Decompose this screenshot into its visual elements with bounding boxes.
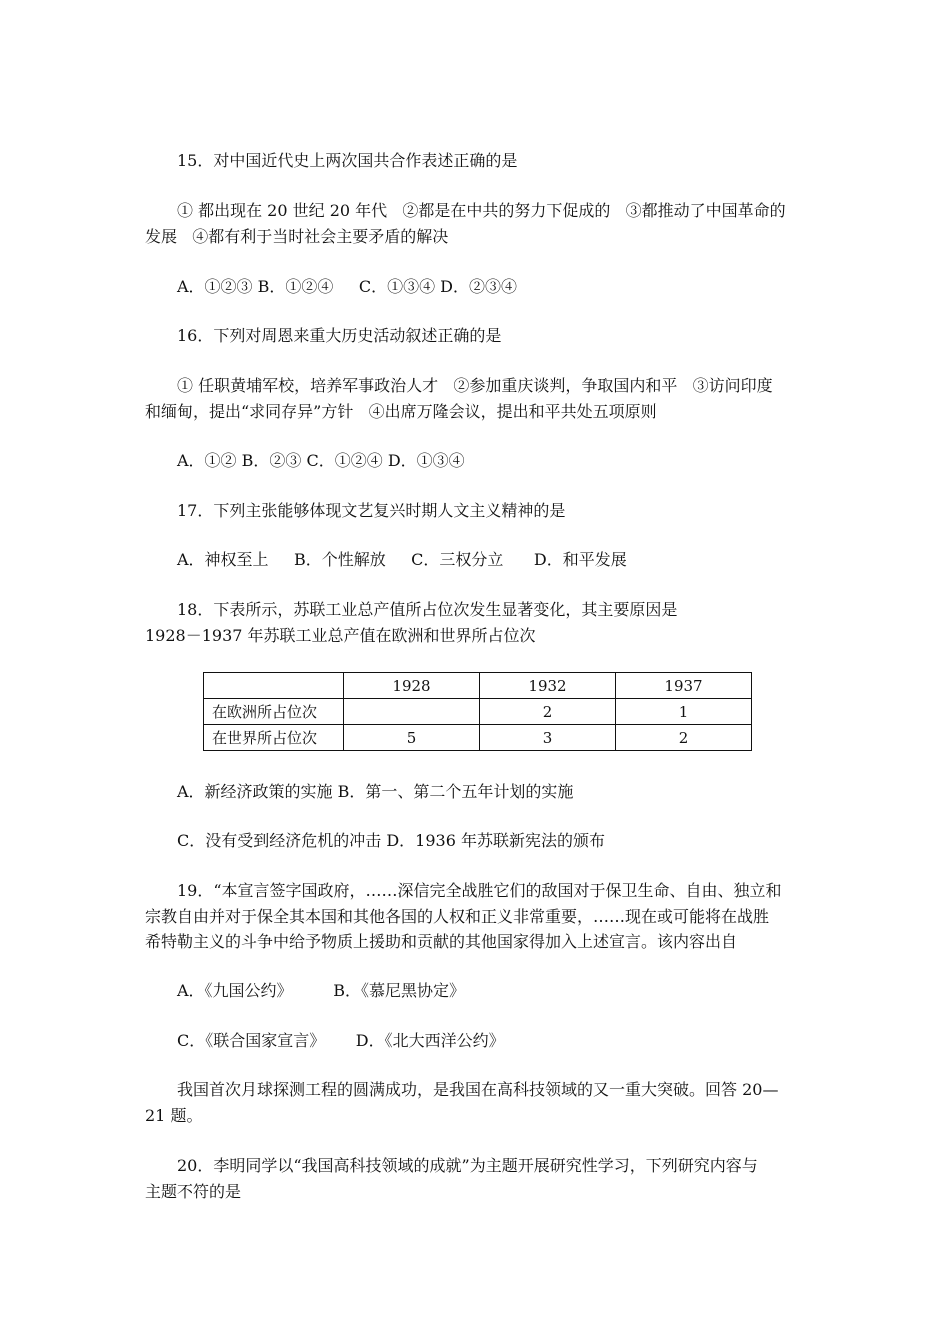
q15-options: A．①②③ B．①②④ C．①③④ D．②③④ bbox=[177, 277, 517, 296]
table-cell: 1 bbox=[616, 699, 752, 725]
table-cell bbox=[344, 699, 480, 725]
table-header-cell: 1928 bbox=[344, 673, 480, 699]
q15-statements-line1: ① 都出现在 20 世纪 20 年代 ②都是在中共的努力下促成的 ③都推动了中国革命的 bbox=[177, 201, 786, 220]
q16-options: A．①② B．②③ C．①②④ D．①③④ bbox=[177, 451, 465, 470]
table-row bbox=[204, 725, 752, 751]
q15-statements-line2: 发展 ④都有利于当时社会主要矛盾的解决 bbox=[145, 227, 449, 246]
table-cell: 3 bbox=[480, 725, 616, 751]
table-cell: 5 bbox=[344, 725, 480, 751]
q19-options-line1: A．《九国公约》 B．《慕尼黑协定》 bbox=[177, 981, 466, 1000]
q19-stem-line2: 宗教自由并对于保全其本国和其他各国的人权和正义非常重要，……现在或可能将在战胜 bbox=[145, 907, 770, 926]
table-row-label: 在世界所占位次 bbox=[204, 725, 344, 751]
q18-ranking-table bbox=[203, 672, 752, 751]
q20-stem-line2: 主题不符的是 bbox=[145, 1182, 242, 1201]
q19-options-line2: C．《联合国家宣言》 D．《北大西洋公约》 bbox=[177, 1031, 505, 1050]
q15-stem: 15．对中国近代史上两次国共合作表述正确的是 bbox=[177, 151, 518, 170]
q19-stem-line1: 19．“本宣言签字国政府，……深信完全战胜它们的敌国对于保卫生命、自由、独立和 bbox=[177, 881, 782, 900]
q18-table-caption: 1928－1937 年苏联工业总产值在欧洲和世界所占位次 bbox=[145, 626, 536, 645]
table-header-row bbox=[204, 673, 752, 699]
table-row bbox=[204, 699, 752, 725]
intro-20-21-line1: 我国首次月球探测工程的圆满成功，是我国在高科技领域的又一重大突破。回答 20— bbox=[177, 1080, 779, 1099]
table-cell: 2 bbox=[480, 699, 616, 725]
q18-stem: 18．下表所示，苏联工业总产值所占位次发生显著变化，其主要原因是 bbox=[177, 600, 678, 619]
q20-stem-line1: 20．李明同学以“我国高科技领域的成就”为主题开展研究性学习，下列研究内容与 bbox=[177, 1156, 758, 1175]
table-cell: 2 bbox=[616, 725, 752, 751]
q19-stem-line3: 希特勒主义的斗争中给予物质上援助和贡献的其他国家得加入上述宣言。该内容出自 bbox=[145, 932, 738, 951]
q16-stem: 16．下列对周恩来重大历史活动叙述正确的是 bbox=[177, 326, 502, 345]
q17-options: A．神权至上 B．个性解放 C．三权分立 D．和平发展 bbox=[177, 550, 627, 569]
q18-options-line1: A．新经济政策的实施 B．第一、第二个五年计划的实施 bbox=[177, 782, 574, 801]
table-header-cell: 1937 bbox=[616, 673, 752, 699]
table-row-label: 在欧洲所占位次 bbox=[204, 699, 344, 725]
q16-statements-line2: 和缅甸，提出“求同存异”方针 ④出席万隆会议，提出和平共处五项原则 bbox=[145, 402, 657, 421]
table-header-cell bbox=[204, 673, 344, 699]
table-header-cell: 1932 bbox=[480, 673, 616, 699]
q18-options-line2: C．没有受到经济危机的冲击 D．1936 年苏联新宪法的颁布 bbox=[177, 831, 605, 850]
q16-statements-line1: ① 任职黄埔军校，培养军事政治人才 ②参加重庆谈判，争取国内和平 ③访问印度 bbox=[177, 376, 773, 395]
intro-20-21-line2: 21 题。 bbox=[145, 1106, 203, 1125]
q17-stem: 17．下列主张能够体现文艺复兴时期人文主义精神的是 bbox=[177, 501, 566, 520]
